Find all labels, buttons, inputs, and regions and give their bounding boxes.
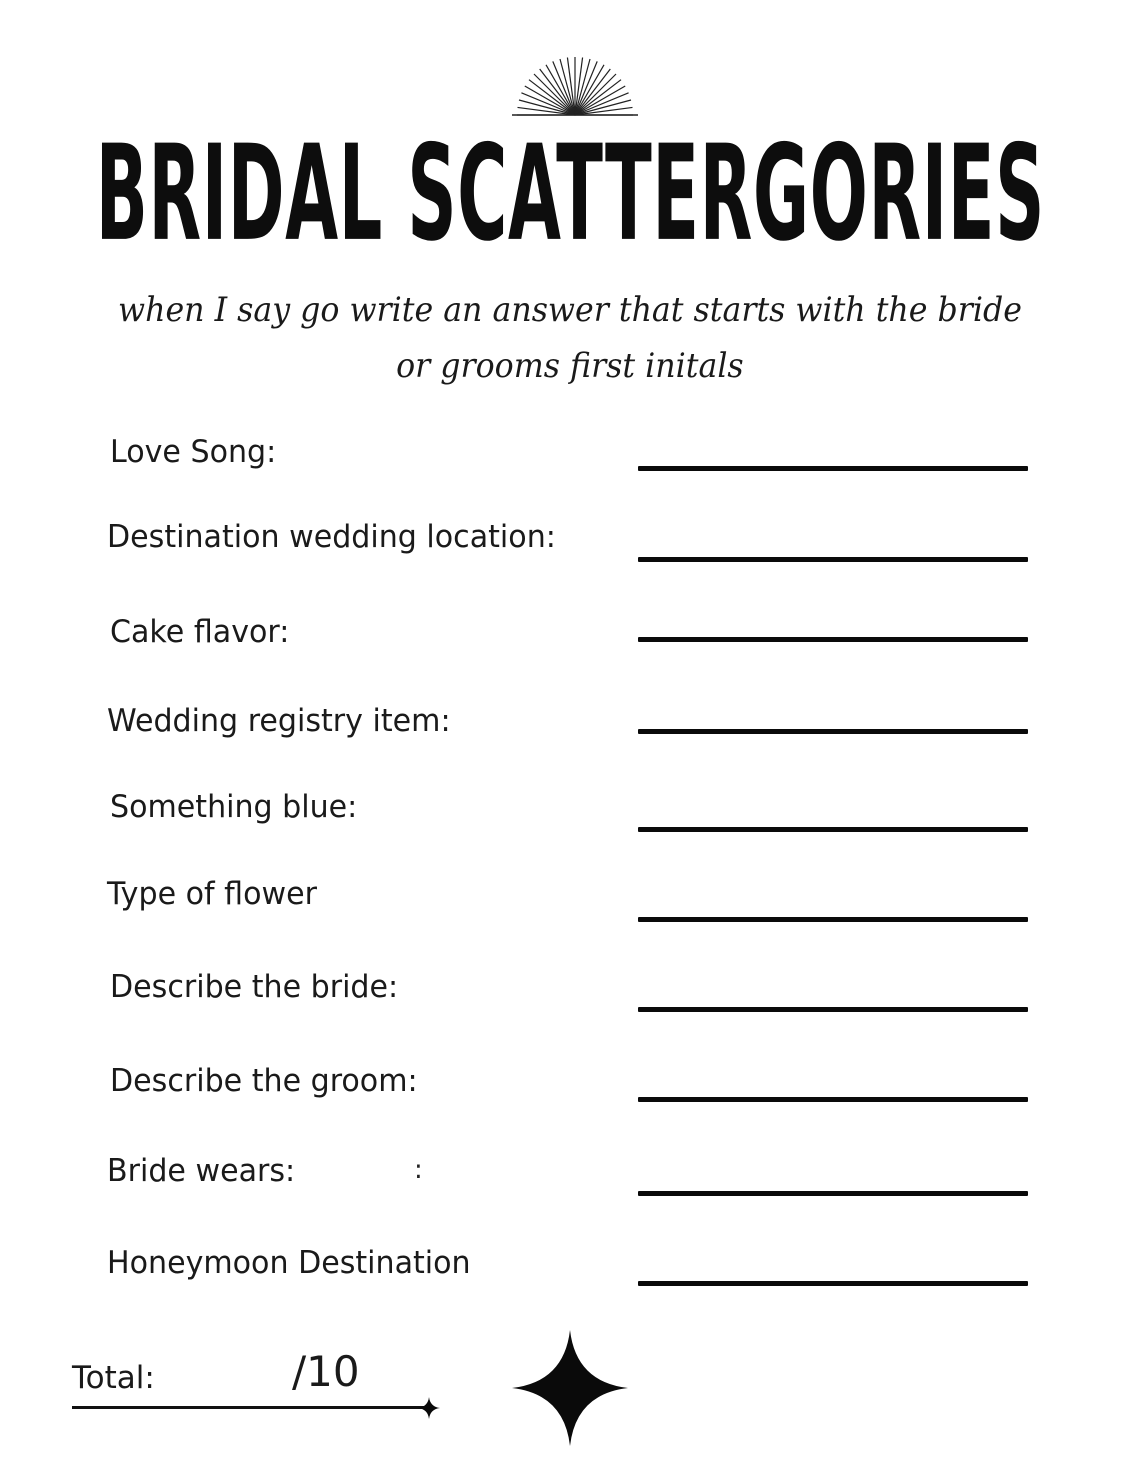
- small-star-icon: [418, 1397, 440, 1419]
- answer-line-registry-item[interactable]: [638, 729, 1028, 734]
- category-label-registry-item: Wedding registry item:: [107, 703, 451, 739]
- page-title: [0, 115, 1140, 271]
- answer-line-describe-groom[interactable]: [638, 1097, 1028, 1102]
- answer-line-something-blue[interactable]: [638, 827, 1028, 832]
- category-label-describe-groom: Describe the groom:: [110, 1063, 418, 1099]
- category-label-love-song: Love Song:: [110, 434, 277, 470]
- category-label-type-of-flower: Type of flower: [107, 876, 317, 912]
- stray-colon: :: [414, 1155, 423, 1185]
- category-label-cake-flavor: Cake flavor:: [110, 614, 290, 650]
- answer-line-destination-wedding[interactable]: [638, 557, 1028, 562]
- category-label-describe-bride: Describe the bride:: [110, 969, 399, 1005]
- category-label-something-blue: Something blue:: [110, 789, 358, 825]
- answer-line-honeymoon-destination[interactable]: [638, 1281, 1028, 1286]
- answer-line-love-song[interactable]: [638, 466, 1028, 471]
- answer-line-bride-wears[interactable]: [638, 1191, 1028, 1196]
- answer-line-describe-bride[interactable]: [638, 1007, 1028, 1012]
- total-score: /10: [292, 1347, 360, 1396]
- category-label-bride-wears: Bride wears:: [107, 1153, 296, 1189]
- total-underline: [72, 1406, 430, 1409]
- instructions-line-1: when I say go write an answer that starts with the bride: [118, 290, 1022, 330]
- sunburst-icon: [510, 55, 640, 117]
- category-label-honeymoon-destination: Honeymoon Destination: [107, 1245, 471, 1281]
- four-point-star-icon: [512, 1330, 628, 1446]
- page-title-text: BRIDAL SCATTERGORIES: [95, 115, 1045, 271]
- total-label: Total:: [72, 1360, 155, 1396]
- answer-line-type-of-flower[interactable]: [638, 917, 1028, 922]
- category-label-destination-wedding: Destination wedding location:: [107, 519, 556, 555]
- instructions-line-2: or grooms first initals: [396, 346, 744, 386]
- answer-line-cake-flavor[interactable]: [638, 637, 1028, 642]
